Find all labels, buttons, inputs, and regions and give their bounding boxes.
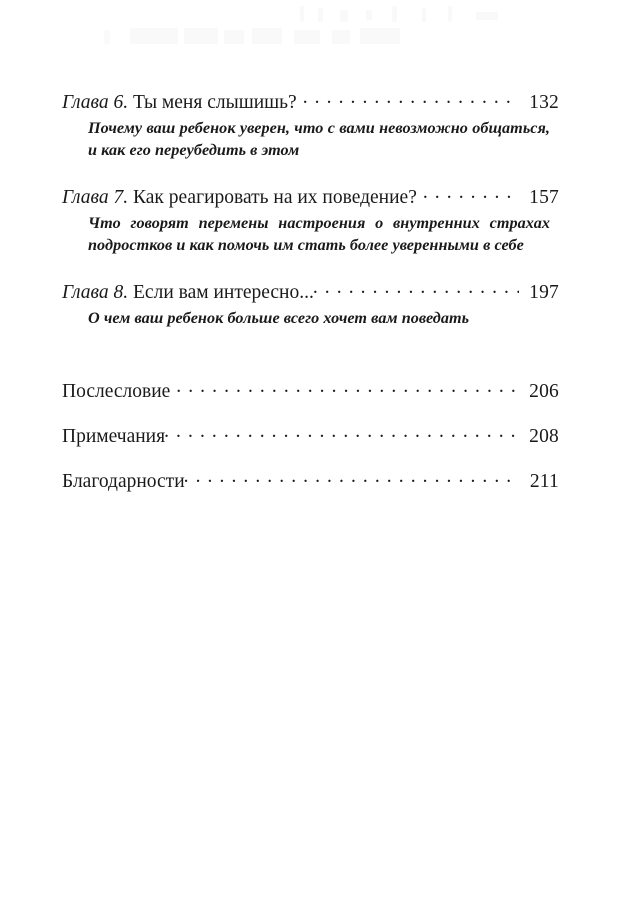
toc-entry-line[interactable] — [62, 422, 559, 449]
toc-entry-line[interactable] — [62, 183, 559, 210]
toc-entry-title — [62, 280, 314, 305]
chapter-title: Ты меня слышишь? — [128, 91, 297, 113]
toc-page-number: 208 — [529, 425, 559, 447]
dot-leader — [313, 278, 519, 298]
toc-entry-title: Примечания — [62, 425, 166, 447]
toc-chapter-entry — [62, 278, 559, 329]
toc-chapter-subtitle: О чем ваш ребенок больше всего хочет вам поведать — [88, 309, 470, 328]
toc-chapter-entry — [62, 183, 559, 256]
toc-entry-title: Благодарности — [62, 470, 185, 492]
toc-chapter-subtitle: Что говорят перемены настроения о внутренних страхах подростков и как помочь им стать более уверенными в себе — [88, 214, 550, 255]
table-of-contents — [62, 88, 559, 494]
chapter-label: Глава 6. — [62, 91, 129, 113]
page-bleed-through — [104, 4, 556, 44]
toc-entry-line[interactable] — [62, 377, 559, 404]
chapter-label: Глава 7. — [62, 186, 129, 208]
toc-chapter-entry — [62, 88, 559, 161]
dot-leader — [303, 88, 519, 108]
toc-back-matter — [62, 377, 559, 494]
toc-entry-title: Послесловие — [62, 380, 171, 402]
toc-page-number: 211 — [529, 470, 559, 492]
toc-entry-title — [62, 185, 417, 210]
toc-entry-title — [62, 90, 297, 115]
toc-entry-line[interactable] — [62, 278, 559, 305]
chapter-title: Как реагировать на их поведение? — [128, 186, 417, 208]
toc-page-number: 132 — [529, 91, 559, 113]
dot-leader — [164, 422, 519, 442]
chapter-title: Если вам интересно... — [128, 281, 314, 303]
toc-page-number: 197 — [529, 281, 559, 303]
toc-entry-line[interactable] — [62, 467, 559, 494]
toc-chapter-subtitle: Почему ваш ребенок уверен, что с вами невозможно общаться, и как его переубедить в этом — [88, 118, 550, 160]
chapter-label: Глава 8. — [62, 281, 129, 303]
toc-page-number: 206 — [529, 380, 559, 402]
dot-leader — [184, 467, 519, 487]
dot-leader — [176, 377, 519, 397]
toc-page-number: 157 — [529, 186, 559, 208]
toc-entry-line[interactable] — [62, 88, 559, 115]
dot-leader — [423, 183, 519, 203]
